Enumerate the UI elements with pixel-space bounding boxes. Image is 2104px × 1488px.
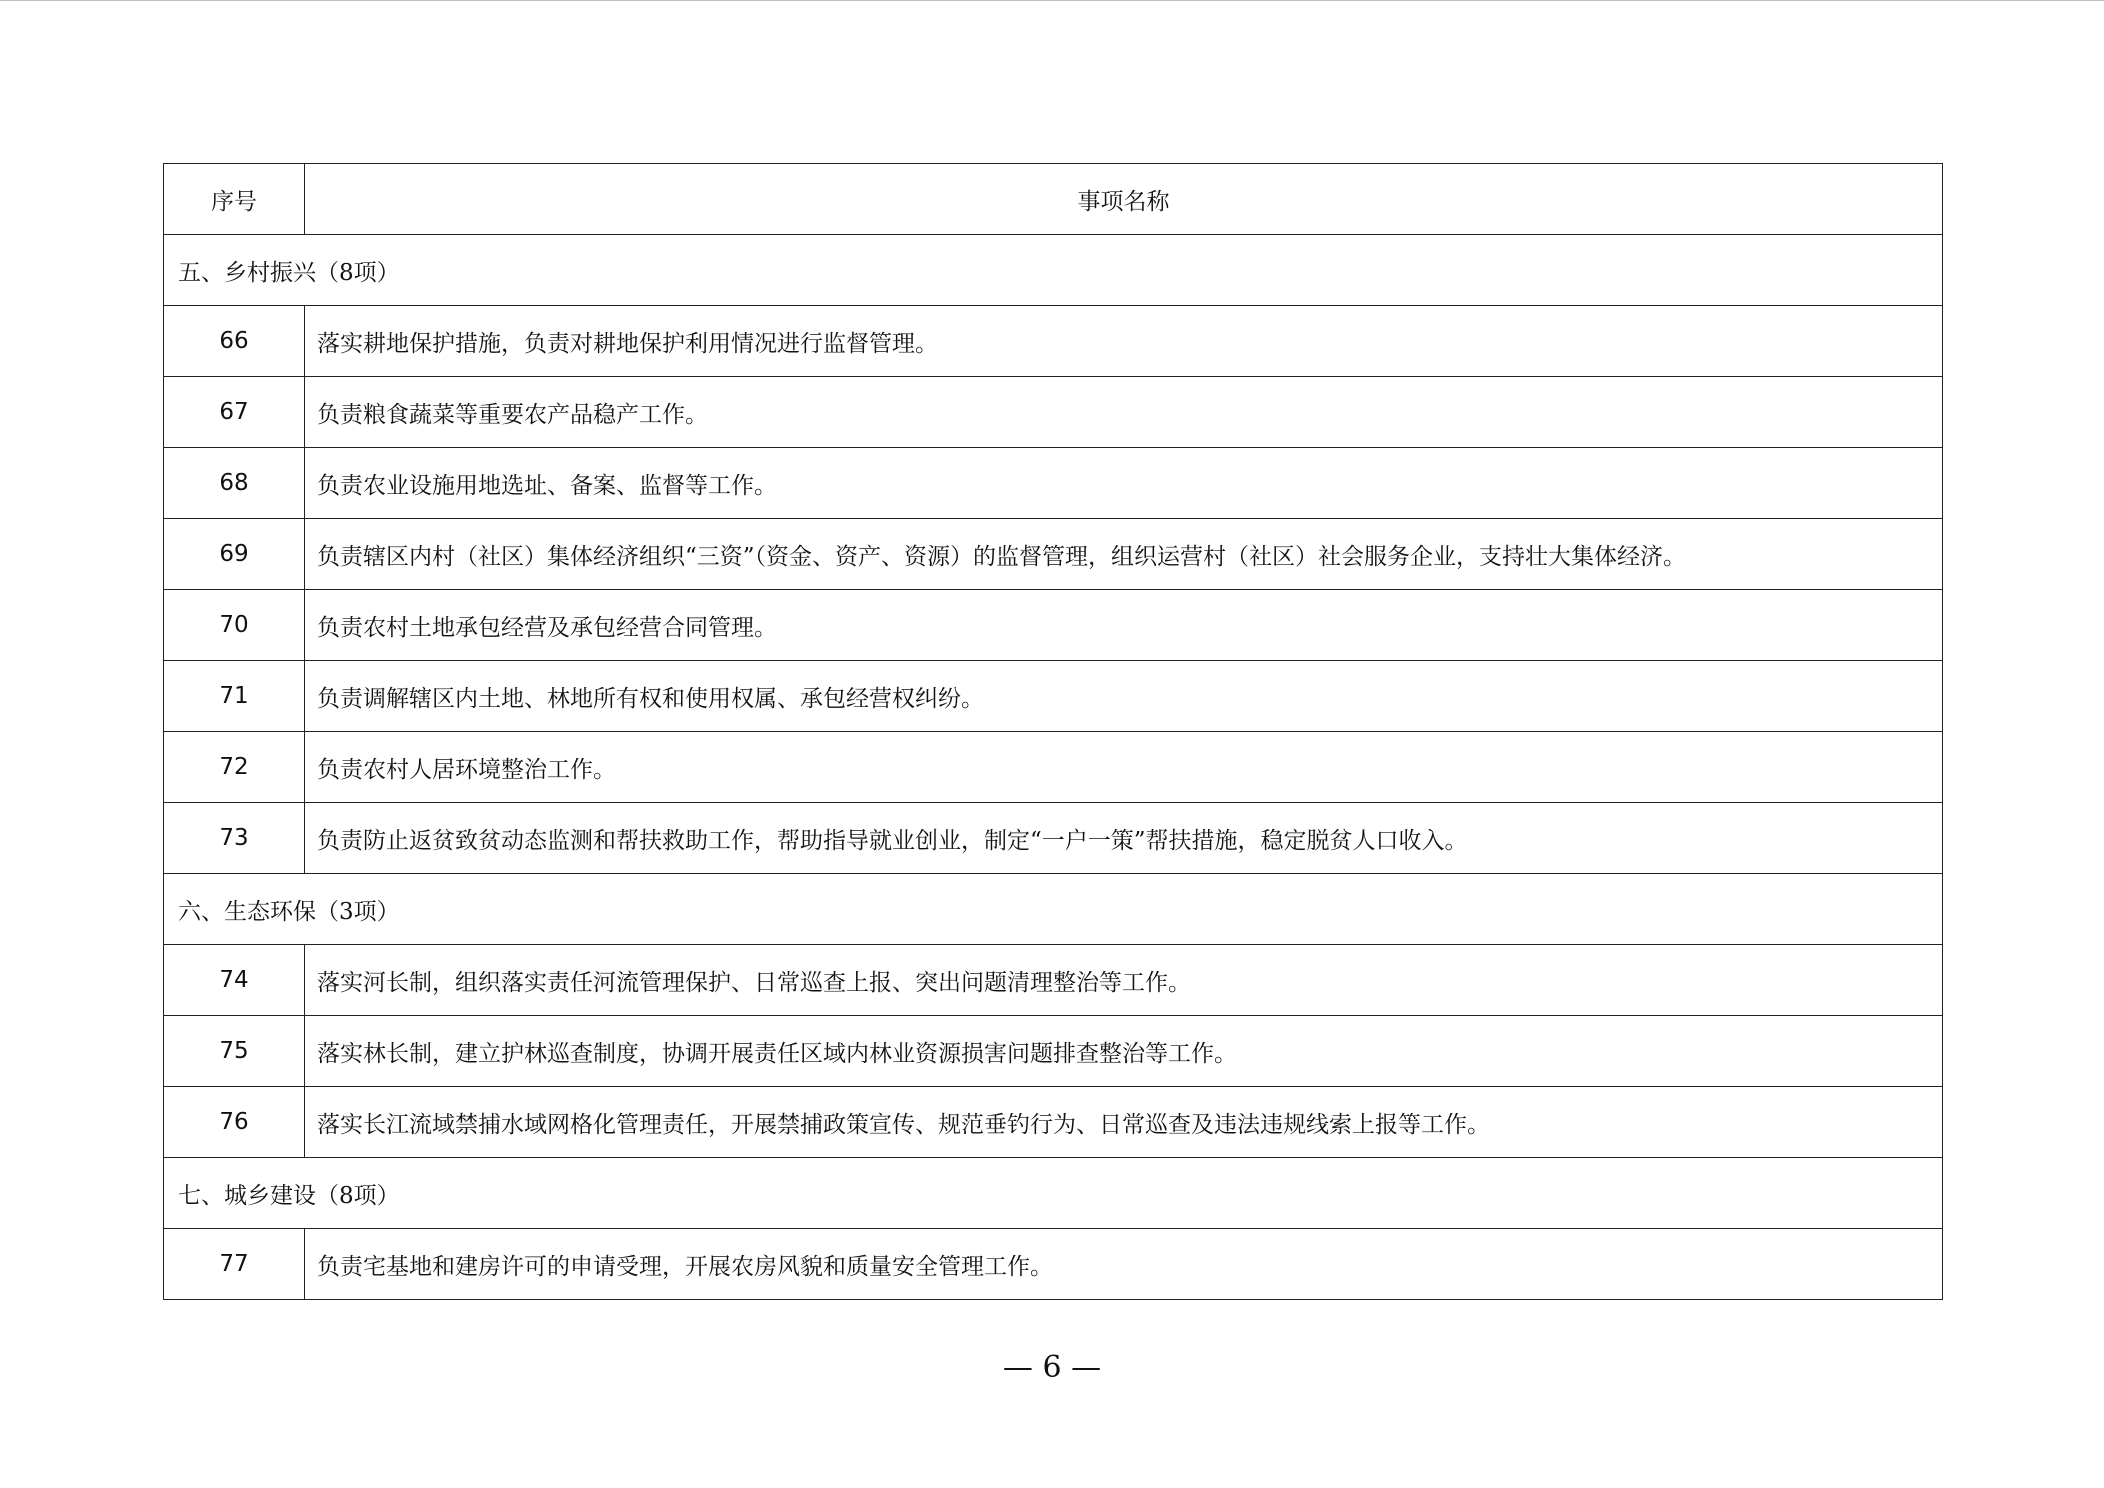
row-number: 67 [164,377,305,448]
row-matter-text: 落实耕地保护措施，负责对耕地保护利用情况进行监督管理。 [305,306,1943,377]
row-matter-text: 负责宅基地和建房许可的申请受理，开展农房风貌和质量安全管理工作。 [305,1229,1943,1300]
row-number: 69 [164,519,305,590]
row-matter-text: 落实长江流域禁捕水域网格化管理责任，开展禁捕政策宣传、规范垂钓行为、日常巡查及违法违规线索上报等工作。 [305,1087,1943,1158]
row-number: 68 [164,448,305,519]
table-row [164,1016,1943,1087]
row-matter-text: 落实河长制，组织落实责任河流管理保护、日常巡查上报、突出问题清理整治等工作。 [305,945,1943,1016]
row-matter-text: 负责农村人居环境整治工作。 [305,732,1943,803]
section-heading: 六、生态环保（3项） [164,874,1943,945]
table-row [164,803,1943,874]
row-number: 73 [164,803,305,874]
table-row [164,519,1943,590]
table-body [164,235,1943,1300]
section-heading: 七、城乡建设（8项） [164,1158,1943,1229]
row-matter-text: 负责防止返贫致贫动态监测和帮扶救助工作，帮助指导就业创业，制定“一户一策”帮扶措施，稳定脱贫人口收入。 [305,803,1943,874]
table-row [164,377,1943,448]
table-row [164,732,1943,803]
row-matter-text: 负责农业设施用地选址、备案、监督等工作。 [305,448,1943,519]
table-header-row [164,164,1943,235]
header-name: 事项名称 [305,164,1943,235]
matters-table [163,163,1943,1300]
table-row [164,306,1943,377]
row-number: 72 [164,732,305,803]
row-number: 70 [164,590,305,661]
table-row [164,590,1943,661]
table-row [164,1087,1943,1158]
section-row [164,235,1943,306]
table-row [164,945,1943,1016]
row-matter-text: 落实林长制，建立护林巡查制度，协调开展责任区域内林业资源损害问题排查整治等工作。 [305,1016,1943,1087]
table-row [164,448,1943,519]
header-seq: 序号 [164,164,305,235]
section-row [164,1158,1943,1229]
row-number: 77 [164,1229,305,1300]
row-number: 76 [164,1087,305,1158]
row-matter-text: 负责粮食蔬菜等重要农产品稳产工作。 [305,377,1943,448]
row-number: 66 [164,306,305,377]
section-row [164,874,1943,945]
row-number: 74 [164,945,305,1016]
table-row [164,1229,1943,1300]
row-matter-text: 负责农村土地承包经营及承包经营合同管理。 [305,590,1943,661]
row-number: 71 [164,661,305,732]
row-matter-text: 负责调解辖区内土地、林地所有权和使用权属、承包经营权纠纷。 [305,661,1943,732]
page-top-border [0,0,2104,1]
row-matter-text: 负责辖区内村（社区）集体经济组织“三资”（资金、资产、资源）的监督管理，组织运营村（社区）社会服务企业，支持壮大集体经济。 [305,519,1943,590]
row-number: 75 [164,1016,305,1087]
table-row [164,661,1943,732]
page-number: — 6 — [1002,1350,1102,1385]
section-heading: 五、乡村振兴（8项） [164,235,1943,306]
